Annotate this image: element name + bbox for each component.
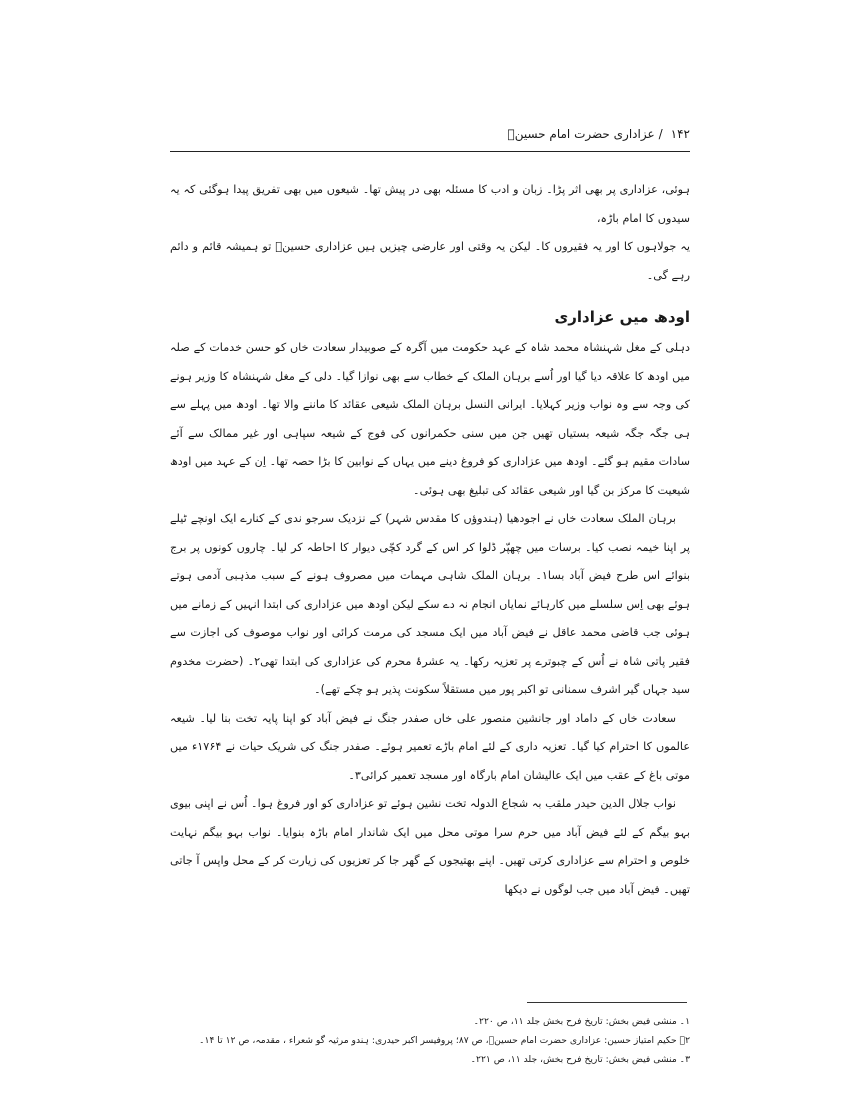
paragraph: دہلی کے مغل شہنشاہ محمد شاہ کے عہد حکومت میں آگرہ کے صوبیدار سعادت خاں کو حسن خدمات کے صلہ میں اودھ کا علاقہ دیا گیا اور اُسے برہان الملک کے خطاب سے بھی نوازا گیا۔ دلی کے مغل شہنشاہ کا وزیر ہونے کی وجہ سے وہ نواب وزیر کہلایا۔ ایرانی النسل برہان الملک شیعی عقائد کا ماننے والا تھا۔ اودھ میں پہلے سے ہی جگہ جگہ شیعہ بستیاں تھیں جن میں سنی حکمرانوں کی فوج کے شیعہ سپاہی اور غیر ممالک سے آئے سادات مقیم ہو گئے۔ اودھ میں عزاداری کو فروغ دینے میں یہاں کے نوابین کا بڑا حصہ تھا۔ اِن کے عہد میں اودھ شیعیت کا مرکز بن گیا اور شیعی عقائد کی تبلیغ بھی ہوئی۔ (170, 341, 690, 497)
main-text (170, 176, 690, 904)
header-separator: / (658, 127, 663, 141)
footnote: ۳۔ منشی فیض بخش: تاریخ فرح بخش، جلد ۱۱، ص ۲۲۱۔ (470, 1054, 690, 1065)
footnotes (170, 1012, 690, 1069)
book-title: عزاداری حضرت امام حسینؑ (507, 127, 655, 141)
footnote: ۱۔ منشی فیض بخش: تاریخ فرح بخش جلد ۱۱، ص ۲۲۰۔ (473, 1016, 690, 1027)
footnote-rule (527, 1002, 687, 1003)
running-head (170, 123, 690, 145)
footnote: ۲۔ حکیم امتیاز حسین: عزاداری حضرت امام حسینؑ، ص ۸۷؛ پروفیسر اکبر حیدری: ہندو مرثیہ گو شعراء ، مقدمہ، ص ۱۲ تا ۱۴۔ (199, 1035, 690, 1046)
paragraph: سعادت خاں کے داماد اور جانشین منصور علی خاں صفدر جنگ نے فیض آباد کو اپنا پایہ تخت بنا لیا۔ شیعہ عالموں کا احترام کیا گیا۔ تعزیہ داری کے لئے امام باڑے تعمیر ہوئے۔ صفدر جنگ کی شریک حیات نے ۱۷۶۴ء میں موتی باغ کے عقب میں ایک عالیشان امام بارگاہ اور مسجد تعمیر کرائی۳۔ (170, 711, 690, 782)
page-number: ۱۴۲ (670, 127, 690, 141)
header-rule (170, 151, 690, 152)
paragraph: نواب جلال الدین حیدر ملقب بہ شجاع الدولہ تخت نشین ہوئے تو عزاداری کو اور فروغ ہوا۔ اُس نے اپنی بیوی بہو بیگم کے لئے فیض آباد میں حرم سرا موتی محل میں ایک شاندار امام باڑہ بنوایا۔ نواب بہو بیگم نہایت خلوص و احترام سے عزاداری کرتی تھیں۔ اپنے بھتیجوں کے گھر جا کر تعزیوں کی زیارت کر کے محل واپس آ جاتی تھیں۔ فیض آباد میں جب لوگوں نے دیکھا (170, 797, 690, 896)
paragraph: برہان الملک سعادت خاں نے اجودھیا (ہندوؤں کا مقدس شہر) کے نزدیک سرجو ندی کے کنارے ایک اونچے ٹیلے پر اپنا خیمہ نصب کیا۔ برسات میں چھپّر ڈلوا کر اس کے گرد کچّی دیوار کا احاطہ کر لیا۔ چاروں کونوں پر برج بنوائے اس طرح فیض آباد بسا۱۔ برہان الملک شاہی مہمات میں مصروف ہونے کے سبب مذہبی آدمی ہوتے ہوئے بھی اِس سلسلے میں کارہائے نمایاں انجام نہ دے سکے لیکن اودھ میں عزاداری کی ابتدا انہیں کے زمانے میں ہوئی جب قاضی محمد عاقل نے فیض آباد میں ایک مسجد کی مرمت کرائی اور نواب موصوف کی اجازت سے فقیر پاتی شاہ نے اُس کے چبوترے پر تعزیہ رکھا۔ یہ عشرۂ محرم کی عزاداری کی ابتدا تھی۲۔ (حضرت مخدوم سید جہاں گیر اشرف سمنانی تو اکبر پور میں مستقلاً سکونت پذیر ہو چکے تھے)۔ (170, 512, 690, 696)
intro-line: یہ جولاہوں کا اور یہ فقیروں کا۔ لیکن یہ وقتی اور عارضی چیزیں ہیں عزاداری حسینؑ تو ہمیشہ قائم و دائم رہے گی۔ (170, 240, 690, 282)
section-heading: اودھ میں عزاداری (554, 308, 690, 326)
intro-line: ہوئی، عزاداری پر بھی اثر پڑا۔ زبان و ادب کا مسئلہ بھی در پیش تھا۔ شیعوں میں بھی تفریق پیدا ہوگئی کہ یہ سیدوں کا امام باڑہ، (170, 183, 690, 225)
